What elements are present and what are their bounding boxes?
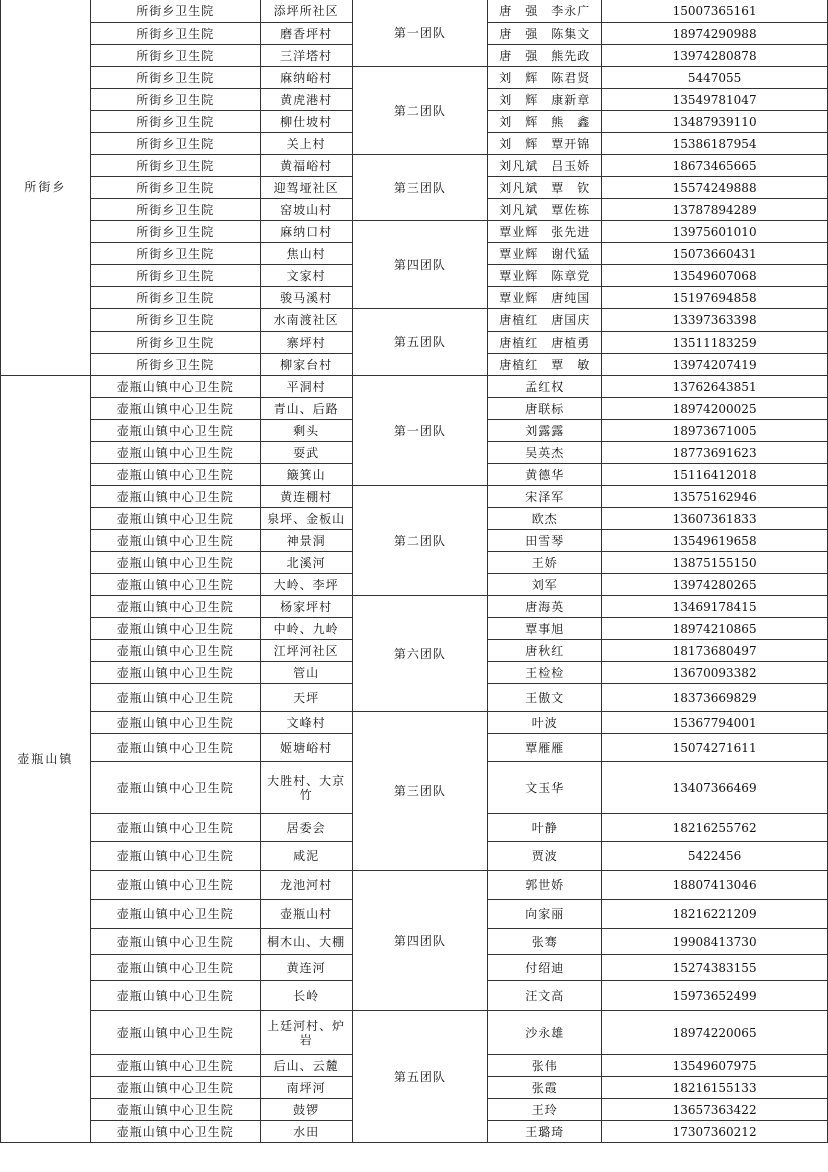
village-cell: 桐木山、大棚	[260, 929, 352, 955]
phone-cell: 18807413046	[602, 871, 828, 900]
village-cell: 咸泥	[260, 842, 352, 871]
table-row	[1, 712, 828, 734]
phone-cell: 13549619658	[602, 530, 828, 552]
phone-cell: 13762643851	[602, 376, 828, 398]
phone-cell: 13487939110	[602, 111, 828, 133]
hospital-cell: 所街乡卫生院	[90, 155, 260, 177]
hospital-cell: 壶瓶山镇中心卫生院	[90, 552, 260, 574]
hospital-cell: 壶瓶山镇中心卫生院	[90, 376, 260, 398]
village-cell: 关上村	[260, 133, 352, 155]
village-cell: 大胜村、大京竹	[260, 762, 352, 814]
doctor-cell: 唐 强 李永广	[488, 0, 602, 23]
phone-cell: 18373669829	[602, 684, 828, 712]
doctor-cell: 唐秋红	[488, 640, 602, 662]
hospital-cell: 所街乡卫生院	[90, 67, 260, 89]
doctor-cell: 张骞	[488, 929, 602, 955]
doctor-cell: 刘 辉 覃开锦	[488, 133, 602, 155]
doctor-cell: 宋泽军	[488, 486, 602, 508]
phone-cell: 15116412018	[602, 464, 828, 486]
table-row	[1, 155, 828, 177]
hospital-cell: 所街乡卫生院	[90, 287, 260, 309]
hospital-cell: 所街乡卫生院	[90, 265, 260, 287]
phone-cell: 13469178415	[602, 596, 828, 618]
phone-cell: 18773691623	[602, 442, 828, 464]
hospital-cell: 所街乡卫生院	[90, 111, 260, 133]
hospital-cell: 壶瓶山镇中心卫生院	[90, 596, 260, 618]
team-cell: 第三团队	[352, 155, 488, 221]
hospital-cell: 壶瓶山镇中心卫生院	[90, 1099, 260, 1121]
village-cell: 剩头	[260, 420, 352, 442]
hospital-cell: 壶瓶山镇中心卫生院	[90, 981, 260, 1011]
doctor-cell: 覃业辉 张先进	[488, 221, 602, 243]
village-cell: 水南渡社区	[260, 309, 352, 332]
phone-cell: 13397363398	[602, 309, 828, 332]
phone-cell: 15007365161	[602, 0, 828, 23]
phone-cell: 18216221209	[602, 900, 828, 929]
village-cell: 后山、云麓	[260, 1055, 352, 1077]
team-cell: 第一团队	[352, 376, 488, 486]
doctor-cell: 黄德华	[488, 464, 602, 486]
village-cell: 黄连河	[260, 955, 352, 981]
doctor-cell: 叶静	[488, 814, 602, 842]
village-cell: 黄福峪村	[260, 155, 352, 177]
hospital-cell: 所街乡卫生院	[90, 133, 260, 155]
phone-cell: 15274383155	[602, 955, 828, 981]
hospital-cell: 所街乡卫生院	[90, 45, 260, 67]
phone-cell: 15367794001	[602, 712, 828, 734]
doctor-cell: 刘军	[488, 574, 602, 596]
doctor-cell: 唐海英	[488, 596, 602, 618]
village-cell: 天坪	[260, 684, 352, 712]
hospital-cell: 壶瓶山镇中心卫生院	[90, 530, 260, 552]
hospital-cell: 壶瓶山镇中心卫生院	[90, 734, 260, 762]
village-cell: 迎驾垭社区	[260, 177, 352, 199]
hospital-cell: 壶瓶山镇中心卫生院	[90, 842, 260, 871]
village-cell: 柳仕坡村	[260, 111, 352, 133]
team-cell: 第二团队	[352, 67, 488, 155]
phone-cell: 18973671005	[602, 420, 828, 442]
hospital-cell: 壶瓶山镇中心卫生院	[90, 508, 260, 530]
doctor-cell: 向家丽	[488, 900, 602, 929]
hospital-cell: 所街乡卫生院	[90, 0, 260, 23]
doctor-cell: 叶波	[488, 712, 602, 734]
village-cell: 南坪河	[260, 1077, 352, 1099]
phone-cell: 13787894289	[602, 199, 828, 221]
doctor-cell: 孟红权	[488, 376, 602, 398]
village-cell: 黄虎港村	[260, 89, 352, 111]
team-cell: 第二团队	[352, 486, 488, 596]
phone-cell: 13407366469	[602, 762, 828, 814]
doctor-cell: 刘凡斌 覃 钦	[488, 177, 602, 199]
phone-cell: 15574249888	[602, 177, 828, 199]
village-cell: 泉坪、金板山	[260, 508, 352, 530]
phone-cell: 18974210865	[602, 618, 828, 640]
hospital-cell: 壶瓶山镇中心卫生院	[90, 1121, 260, 1143]
hospital-cell: 壶瓶山镇中心卫生院	[90, 900, 260, 929]
table-row	[1, 596, 828, 618]
village-cell: 壶瓶山村	[260, 900, 352, 929]
table-row	[1, 1011, 828, 1055]
doctor-cell: 刘 辉 康新章	[488, 89, 602, 111]
phone-cell: 13974280878	[602, 45, 828, 67]
team-cell: 第三团队	[352, 712, 488, 871]
doctor-cell: 王娇	[488, 552, 602, 574]
doctor-cell: 刘凡斌 吕玉娇	[488, 155, 602, 177]
doctor-cell: 刘 辉 熊 鑫	[488, 111, 602, 133]
village-cell: 黄连棚村	[260, 486, 352, 508]
village-cell: 麻纳峪村	[260, 67, 352, 89]
phone-cell: 13549607975	[602, 1055, 828, 1077]
doctor-cell: 唐植红 唐国庆	[488, 309, 602, 332]
team-cell: 第一团队	[352, 0, 488, 67]
village-cell: 簸箕山	[260, 464, 352, 486]
doctor-cell: 吴英杰	[488, 442, 602, 464]
doctor-cell: 汪文高	[488, 981, 602, 1011]
phone-cell: 15073660431	[602, 243, 828, 265]
village-cell: 添坪所社区	[260, 0, 352, 23]
phone-cell: 13549607068	[602, 265, 828, 287]
phone-cell: 15074271611	[602, 734, 828, 762]
hospital-cell: 壶瓶山镇中心卫生院	[90, 574, 260, 596]
hospital-cell: 所街乡卫生院	[90, 332, 260, 354]
phone-cell: 13511183259	[602, 332, 828, 354]
hospital-cell: 所街乡卫生院	[90, 89, 260, 111]
phone-cell: 19908413730	[602, 929, 828, 955]
hospital-cell: 壶瓶山镇中心卫生院	[90, 420, 260, 442]
phone-cell: 5447055	[602, 67, 828, 89]
phone-cell: 15973652499	[602, 981, 828, 1011]
phone-cell: 18216255762	[602, 814, 828, 842]
doctor-cell: 刘露露	[488, 420, 602, 442]
doctor-cell: 郭世娇	[488, 871, 602, 900]
phone-cell: 15197694858	[602, 287, 828, 309]
phone-cell: 15386187954	[602, 133, 828, 155]
village-cell: 长岭	[260, 981, 352, 1011]
doctor-cell: 王傲文	[488, 684, 602, 712]
hospital-cell: 壶瓶山镇中心卫生院	[90, 929, 260, 955]
phone-cell: 13974207419	[602, 354, 828, 376]
team-cell: 第四团队	[352, 221, 488, 309]
team-cell: 第五团队	[352, 309, 488, 376]
village-cell: 柳家台村	[260, 354, 352, 376]
hospital-cell: 壶瓶山镇中心卫生院	[90, 640, 260, 662]
hospital-cell: 壶瓶山镇中心卫生院	[90, 1077, 260, 1099]
village-cell: 神景洞	[260, 530, 352, 552]
hospital-cell: 壶瓶山镇中心卫生院	[90, 762, 260, 814]
village-cell: 骏马溪村	[260, 287, 352, 309]
hospital-cell: 所街乡卫生院	[90, 354, 260, 376]
hospital-cell: 壶瓶山镇中心卫生院	[90, 662, 260, 684]
phone-cell: 18173680497	[602, 640, 828, 662]
village-cell: 寨坪村	[260, 332, 352, 354]
doctor-cell: 田雪琴	[488, 530, 602, 552]
hospital-cell: 壶瓶山镇中心卫生院	[90, 442, 260, 464]
phone-cell: 5422456	[602, 842, 828, 871]
village-cell: 磨香坪村	[260, 23, 352, 45]
village-cell: 江坪河社区	[260, 640, 352, 662]
hospital-cell: 壶瓶山镇中心卫生院	[90, 1011, 260, 1055]
phone-cell: 18216155133	[602, 1077, 828, 1099]
team-cell: 第五团队	[352, 1011, 488, 1143]
hospital-cell: 壶瓶山镇中心卫生院	[90, 814, 260, 842]
hospital-cell: 壶瓶山镇中心卫生院	[90, 486, 260, 508]
village-cell: 北溪河	[260, 552, 352, 574]
hospital-cell: 所街乡卫生院	[90, 23, 260, 45]
doctor-cell: 覃业辉 唐纯国	[488, 287, 602, 309]
phone-cell: 13875155150	[602, 552, 828, 574]
hospital-cell: 所街乡卫生院	[90, 199, 260, 221]
phone-cell: 13975601010	[602, 221, 828, 243]
doctor-cell: 覃业辉 谢代猛	[488, 243, 602, 265]
doctor-cell: 王玲	[488, 1099, 602, 1121]
hospital-cell: 壶瓶山镇中心卫生院	[90, 1055, 260, 1077]
village-cell: 三洋塔村	[260, 45, 352, 67]
hospital-cell: 壶瓶山镇中心卫生院	[90, 398, 260, 420]
town-cell: 壶瓶山镇	[1, 376, 91, 1143]
doctor-cell: 欧杰	[488, 508, 602, 530]
village-cell: 中岭、九岭	[260, 618, 352, 640]
hospital-cell: 所街乡卫生院	[90, 309, 260, 332]
hospital-cell: 所街乡卫生院	[90, 177, 260, 199]
village-cell: 鼓锣	[260, 1099, 352, 1121]
phone-cell: 17307360212	[602, 1121, 828, 1143]
doctor-cell: 张伟	[488, 1055, 602, 1077]
doctor-cell: 唐联标	[488, 398, 602, 420]
village-cell: 姬塘峪村	[260, 734, 352, 762]
village-cell: 焦山村	[260, 243, 352, 265]
village-cell: 居委会	[260, 814, 352, 842]
doctor-cell: 覃业辉 陈章党	[488, 265, 602, 287]
phone-cell: 18974200025	[602, 398, 828, 420]
hospital-cell: 壶瓶山镇中心卫生院	[90, 955, 260, 981]
table-row	[1, 221, 828, 243]
doctor-cell: 唐 强 陈集文	[488, 23, 602, 45]
village-cell: 平洞村	[260, 376, 352, 398]
hospital-cell: 壶瓶山镇中心卫生院	[90, 712, 260, 734]
table-row	[1, 871, 828, 900]
team-cell: 第四团队	[352, 871, 488, 1011]
table-row	[1, 376, 828, 398]
doctor-cell: 刘 辉 陈君贤	[488, 67, 602, 89]
doctor-cell: 唐植红 唐植勇	[488, 332, 602, 354]
village-cell: 文家村	[260, 265, 352, 287]
village-cell: 上廷河村、炉岩	[260, 1011, 352, 1055]
phone-cell: 13974280265	[602, 574, 828, 596]
doctor-cell: 文玉华	[488, 762, 602, 814]
phone-cell: 13657363422	[602, 1099, 828, 1121]
doctor-cell: 唐植红 覃 敏	[488, 354, 602, 376]
table-row	[1, 309, 828, 332]
phone-cell: 18974220065	[602, 1011, 828, 1055]
doctor-cell: 刘凡斌 覃佐栋	[488, 199, 602, 221]
hospital-cell: 所街乡卫生院	[90, 221, 260, 243]
village-cell: 龙池河村	[260, 871, 352, 900]
doctor-cell: 唐 强 熊先政	[488, 45, 602, 67]
village-cell: 大岭、李坪	[260, 574, 352, 596]
table-row	[1, 67, 828, 89]
village-cell: 杨家坪村	[260, 596, 352, 618]
hospital-cell: 壶瓶山镇中心卫生院	[90, 464, 260, 486]
village-cell: 耍武	[260, 442, 352, 464]
village-cell: 窑坡山村	[260, 199, 352, 221]
village-cell: 青山、后路	[260, 398, 352, 420]
team-cell: 第六团队	[352, 596, 488, 712]
village-cell: 水田	[260, 1121, 352, 1143]
phone-cell: 13575162946	[602, 486, 828, 508]
doctor-cell: 付绍迪	[488, 955, 602, 981]
phone-cell: 13670093382	[602, 662, 828, 684]
doctor-cell: 贾波	[488, 842, 602, 871]
phone-cell: 13607361833	[602, 508, 828, 530]
town-cell: 所街乡	[1, 0, 91, 376]
hospital-cell: 所街乡卫生院	[90, 243, 260, 265]
village-cell: 管山	[260, 662, 352, 684]
table-row	[1, 486, 828, 508]
hospital-cell: 壶瓶山镇中心卫生院	[90, 684, 260, 712]
doctor-cell: 沙永雄	[488, 1011, 602, 1055]
doctor-cell: 王检检	[488, 662, 602, 684]
doctor-cell: 王璐琦	[488, 1121, 602, 1143]
hospital-cell: 壶瓶山镇中心卫生院	[90, 618, 260, 640]
phone-cell: 18974290988	[602, 23, 828, 45]
phone-cell: 18673465665	[602, 155, 828, 177]
doctor-cell: 覃雁雁	[488, 734, 602, 762]
table-row	[1, 0, 828, 23]
hospital-cell: 壶瓶山镇中心卫生院	[90, 871, 260, 900]
phone-cell: 13549781047	[602, 89, 828, 111]
village-cell: 麻纳口村	[260, 221, 352, 243]
village-cell: 文峰村	[260, 712, 352, 734]
doctor-cell: 张霞	[488, 1077, 602, 1099]
doctor-cell: 覃事旭	[488, 618, 602, 640]
